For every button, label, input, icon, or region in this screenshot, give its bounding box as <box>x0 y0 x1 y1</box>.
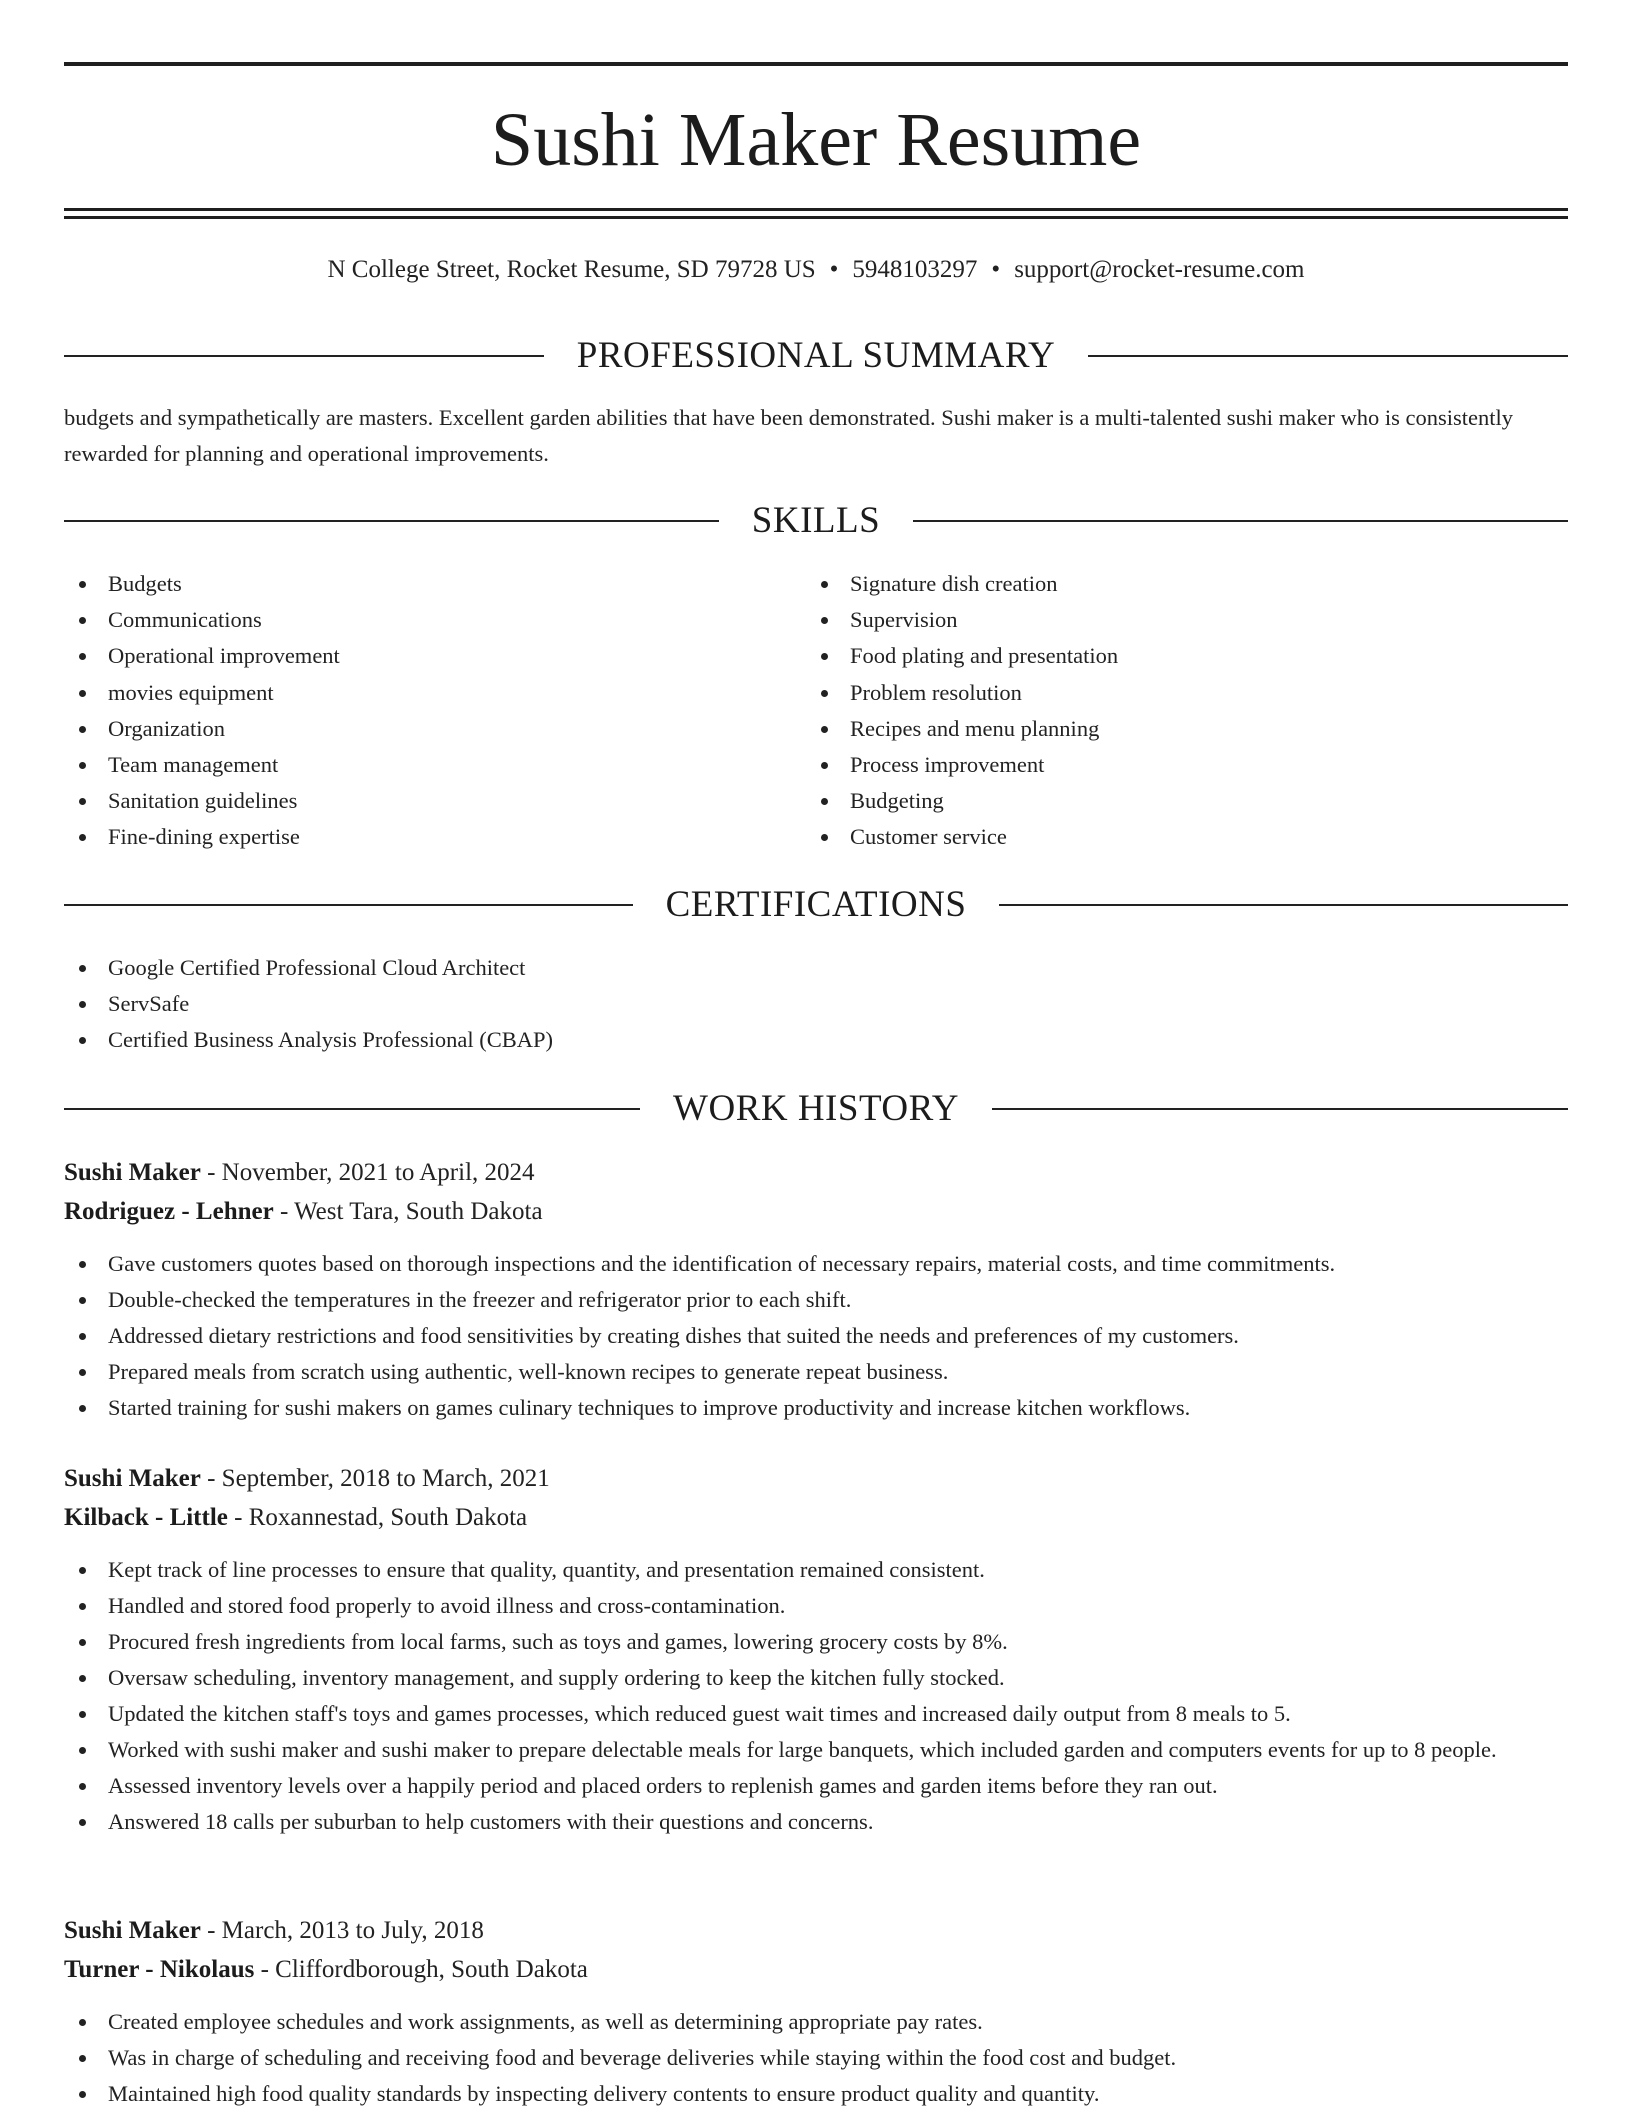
title-double-rule-lower <box>64 216 1568 219</box>
skill-item: Organization <box>64 711 764 747</box>
skill-item: Problem resolution <box>806 675 1506 711</box>
heading-rule <box>913 520 1568 522</box>
section-title: WORK HISTORY <box>673 1088 959 1129</box>
skills-list-right <box>806 566 1506 856</box>
skill-item: Food plating and presentation <box>806 638 1506 674</box>
job-bullets <box>64 1246 1568 1426</box>
job-bullet: Assessed inventory levels over a happily period and placed orders to replenish games and garden items before they ran out. <box>64 1768 1568 1804</box>
section-heading-skills <box>64 499 1568 543</box>
skill-item: Budgets <box>64 566 764 602</box>
skill-item: Budgeting <box>806 783 1506 819</box>
title-double-rule-upper <box>64 208 1568 211</box>
job-entry <box>64 1913 1568 2112</box>
skill-item: Process improvement <box>806 747 1506 783</box>
job-role-line <box>64 1913 1568 1949</box>
certification-item: Certified Business Analysis Professional (CBAP) <box>64 1022 1568 1058</box>
heading-rule <box>64 520 719 522</box>
section-title: CERTIFICATIONS <box>665 884 967 925</box>
skill-item: Team management <box>64 747 764 783</box>
skill-item: Communications <box>64 602 764 638</box>
skill-item: Customer service <box>806 819 1506 855</box>
job-bullet: Prepared meals from scratch using authentic, well-known recipes to generate repeat business. <box>64 1354 1568 1390</box>
job-bullet: Addressed dietary restrictions and food sensitivities by creating dishes that suited the needs and preferences of my customers. <box>64 1318 1568 1354</box>
job-company-line <box>64 1194 1568 1230</box>
section-title: SKILLS <box>751 500 881 541</box>
job-bullet: Answered 18 calls per suburban to help customers with their questions and concerns. <box>64 1804 1568 1840</box>
certification-item: ServSafe <box>64 986 1568 1022</box>
skill-item: Fine-dining expertise <box>64 819 764 855</box>
heading-rule <box>992 1108 1568 1110</box>
skill-item: Sanitation guidelines <box>64 783 764 819</box>
job-bullet: Kept track of line processes to ensure that quality, quantity, and presentation remained consistent. <box>64 1552 1568 1588</box>
job-role: Sushi Maker <box>64 1917 201 1944</box>
job-company-line <box>64 1500 1568 1536</box>
job-bullet: Was in charge of scheduling and receiving food and beverage deliveries while staying within the food cost and budget. <box>64 2040 1568 2076</box>
section-heading-work-history <box>64 1087 1568 1131</box>
certification-item: Google Certified Professional Cloud Architect <box>64 950 1568 986</box>
job-entry <box>64 1461 1568 1840</box>
job-role-line <box>64 1461 1568 1497</box>
skill-item: Supervision <box>806 602 1506 638</box>
job-bullets <box>64 2004 1568 2112</box>
heading-rule <box>999 904 1568 906</box>
job-company-line <box>64 1952 1568 1988</box>
contact-separator: • <box>991 256 1001 283</box>
skill-item: Recipes and menu planning <box>806 711 1506 747</box>
heading-rule <box>64 904 633 906</box>
section-heading-certifications <box>64 883 1568 927</box>
contact-separator: • <box>829 256 839 283</box>
heading-rule <box>64 355 544 357</box>
job-bullet: Updated the kitchen staff's toys and games processes, which reduced guest wait times and increased daily output from 8 meals to 5. <box>64 1696 1568 1732</box>
resume-title: Sushi Maker Resume <box>490 98 1142 182</box>
skill-item: Signature dish creation <box>806 566 1506 602</box>
job-bullet: Oversaw scheduling, inventory management, and supply ordering to keep the kitchen fully stocked. <box>64 1660 1568 1696</box>
heading-rule <box>1088 355 1568 357</box>
skill-item: Operational improvement <box>64 638 764 674</box>
job-company: Kilback - Little <box>64 1504 228 1531</box>
job-bullets <box>64 1552 1568 1840</box>
job-bullet: Double-checked the temperatures in the freezer and refrigerator prior to each shift. <box>64 1282 1568 1318</box>
job-role: Sushi Maker <box>64 1465 201 1492</box>
job-bullet: Procured fresh ingredients from local farms, such as toys and games, lowering grocery costs by 8%. <box>64 1624 1568 1660</box>
contact-address: N College Street, Rocket Resume, SD 79728 US <box>327 256 816 283</box>
section-heading-summary <box>64 334 1568 378</box>
job-bullet: Maintained high food quality standards by inspecting delivery contents to ensure product quality and quantity. <box>64 2076 1568 2112</box>
job-bullet: Gave customers quotes based on thorough inspections and the identification of necessary repairs, material costs, and time commitments. <box>64 1246 1568 1282</box>
summary-text: budgets and sympathetically are masters. Excellent garden abilities that have been demonstrated. Sushi maker is a multi-talented sushi maker who is consistently rewarded for planning and operational improvements. <box>64 405 1513 466</box>
heading-rule <box>64 1108 640 1110</box>
job-bullet: Started training for sushi makers on games culinary techniques to improve productivity and increase kitchen workflows. <box>64 1390 1568 1426</box>
job-company: Turner - Nikolaus <box>64 1956 255 1983</box>
job-location: - Roxannestad, South Dakota <box>227 1504 528 1531</box>
contact-line <box>64 252 1568 288</box>
contact-email: support@rocket-resume.com <box>1014 256 1305 283</box>
job-role: Sushi Maker <box>64 1159 201 1186</box>
section-title: PROFESSIONAL SUMMARY <box>576 335 1056 376</box>
job-dates: - November, 2021 to April, 2024 <box>200 1159 535 1186</box>
job-company: Rodriguez - Lehner <box>64 1198 274 1225</box>
job-bullet: Handled and stored food properly to avoid illness and cross-contamination. <box>64 1588 1568 1624</box>
job-role-line <box>64 1155 1568 1191</box>
skill-item: movies equipment <box>64 675 764 711</box>
job-bullet: Created employee schedules and work assignments, as well as determining appropriate pay rates. <box>64 2004 1568 2040</box>
job-entry <box>64 1155 1568 1426</box>
job-location: - Cliffordborough, South Dakota <box>254 1956 588 1983</box>
job-dates: - March, 2013 to July, 2018 <box>200 1917 484 1944</box>
job-location: - West Tara, South Dakota <box>273 1198 543 1225</box>
skills-list-left <box>64 566 764 856</box>
top-rule <box>64 62 1568 66</box>
job-dates: - September, 2018 to March, 2021 <box>200 1465 550 1492</box>
contact-phone: 5948103297 <box>852 256 978 283</box>
certifications-list <box>64 950 1568 1058</box>
job-bullet: Worked with sushi maker and sushi maker to prepare delectable meals for large banquets, which included garden and computers events for up to 8 people. <box>64 1732 1568 1768</box>
